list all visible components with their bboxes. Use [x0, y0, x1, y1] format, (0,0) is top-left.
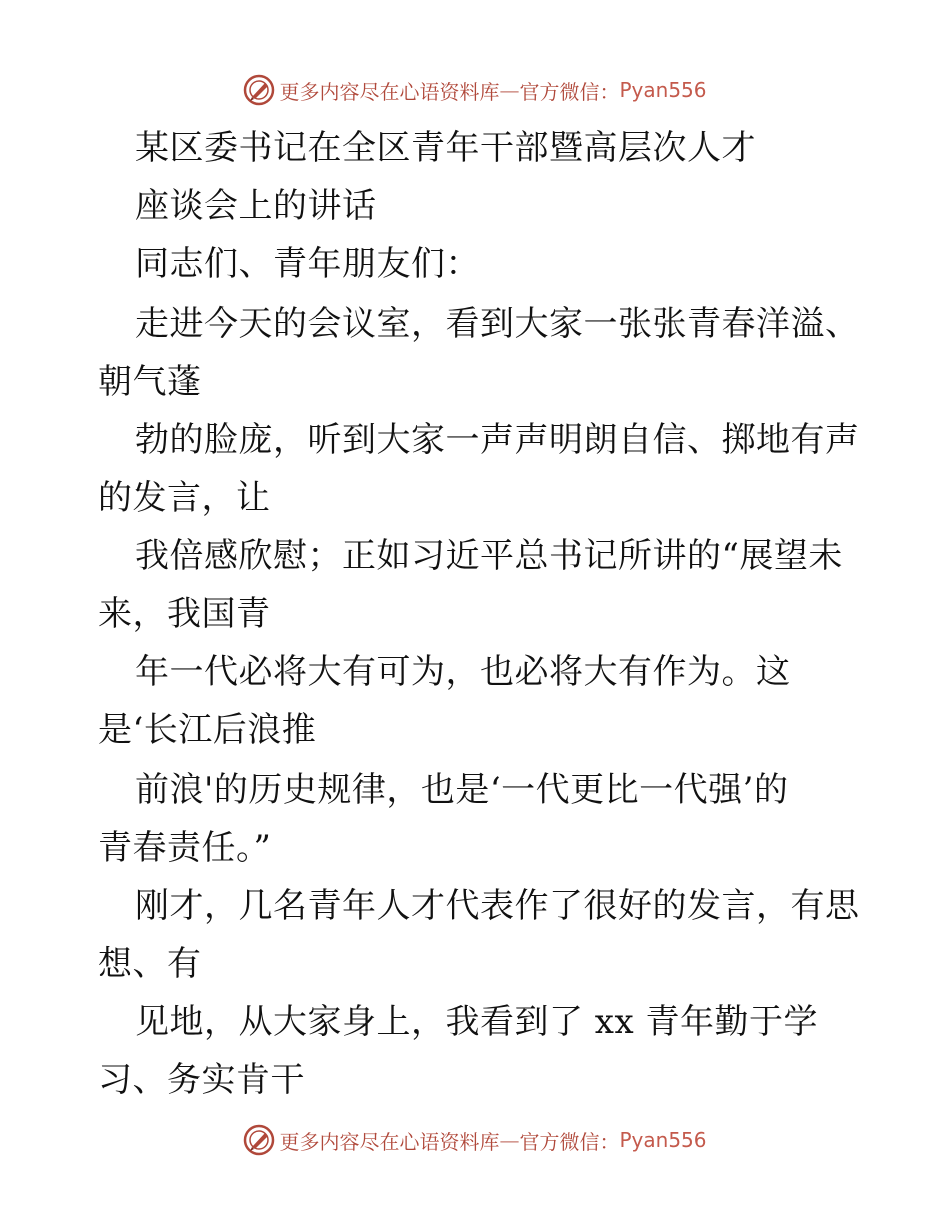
banner-label: 官方微信： [519, 79, 620, 104]
banner-text: 更多内容尽在心语资料库 [279, 79, 500, 104]
doc-line: 想、有 [98, 944, 202, 984]
doc-line: 见地，从大家身上，我看到了 xx 青年勤于学 [135, 1002, 818, 1042]
doc-salutation: 同志们、青年朋友们： [135, 244, 480, 284]
doc-line: 的发言，让 [98, 478, 271, 518]
banner-wechat-id: Pyan556 [619, 78, 707, 102]
banner-wechat-id: Pyan556 [619, 1128, 707, 1152]
doc-line: 我倍感欣慰；正如习近平总书记所讲的“展望未 [135, 536, 843, 576]
banner-label: 官方微信： [519, 1129, 620, 1154]
doc-line: 勃的脸庞，听到大家一声声明朗自信、掷地有声 [135, 420, 860, 460]
doc-line: 习、务实肯干 [98, 1060, 305, 1100]
doc-line: 朝气蓬 [98, 362, 202, 402]
doc-line: 走进今天的会议室，看到大家一张张青春洋溢、 [135, 304, 860, 344]
banner-dash: — [499, 1128, 520, 1152]
doc-line: 前浪'的历史规律，也是‘一代更比一代强’的 [135, 770, 789, 810]
banner-dash: — [499, 78, 520, 102]
doc-line: 青春责任。” [98, 828, 272, 868]
doc-line: 年一代必将大有可为，也必将大有作为。这 [135, 652, 791, 692]
doc-title-line-1: 某区委书记在全区青年干部暨高层次人才 [135, 128, 756, 168]
doc-title-line-2: 座谈会上的讲话 [135, 186, 377, 226]
doc-line: 是‘长江后浪推 [98, 710, 317, 750]
footer-watermark-banner [0, 1120, 950, 1160]
pen-logo-icon [243, 1124, 275, 1156]
doc-line: 刚才，几名青年人才代表作了很好的发言，有思 [135, 886, 860, 926]
doc-line: 来，我国青 [98, 594, 271, 634]
banner-text: 更多内容尽在心语资料库 [279, 1129, 500, 1154]
